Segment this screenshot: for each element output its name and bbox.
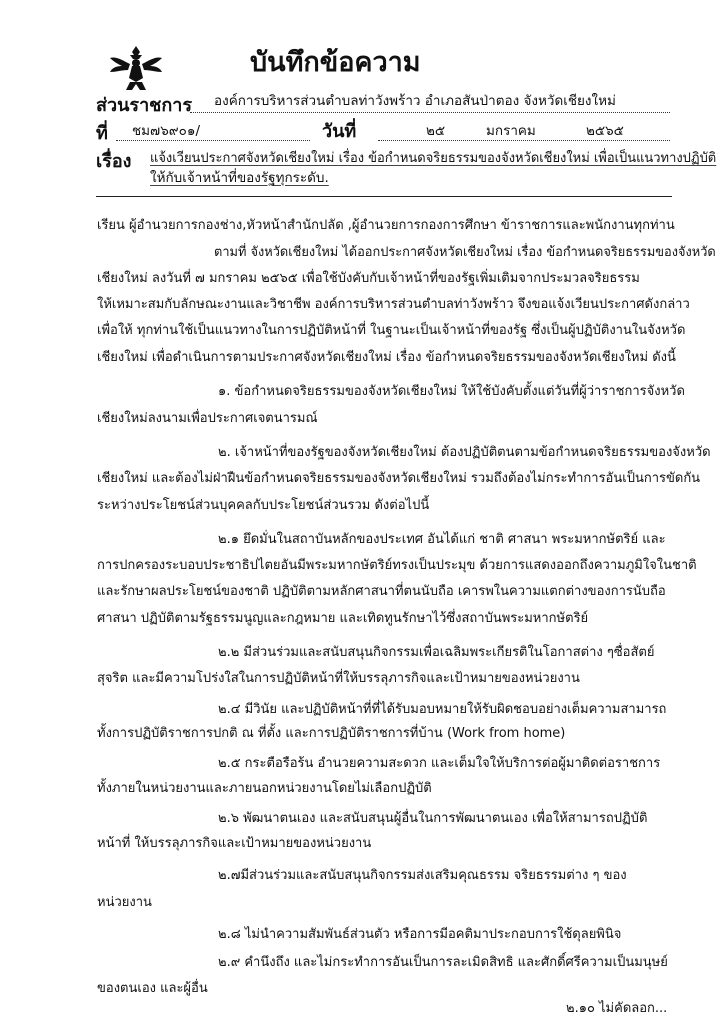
subject-line-1: แจ้งเวียนประกาศจังหวัดเชียงใหม่ เรื่อง ข้อกำหนดจริยธรรมของจังหวัดเชียงใหม่ เพื่อเป็นแนวทางปฏิบัติ [150,150,717,166]
item-2-9-line-2: ของตนเอง และผู้อื่น [97,981,208,996]
item-1-line-2: เชียงใหม่ลงนามเพื่อประกาศเจตนารมณ์ [97,411,318,426]
item-2-1-line-4: ศาสนา ปฏิบัติตามรัฐธรรมนูญและกฎหมาย และเทิดทูนรักษาไว้ซึ่งสถาบันพระมหากษัตริย์ [97,611,589,626]
department-value: องค์การบริหารส่วนตำบลท่าวังพร้าว อำเภอสันป่าตอง จังหวัดเชียงใหม่ [214,93,616,109]
subject-label: เรื่อง [96,151,132,172]
item-2-2-line-2: สุจริต และมีความโปร่งใสในการปฏิบัติหน้าที่ให้บรรลุภารกิจและเป้าหมายของหน่วยงาน [97,671,580,686]
intro-line-4: เพื่อให้ ทุกท่านใช้เป็นแนวทางในการปฏิบัติหน้าที่ ในฐานะเป็นเจ้าหน้าที่ของรัฐ ซึ่งเป็นผู้ปฏิบัติงานในจังหวัด [97,323,686,338]
subject-line-2: ให้กับเจ้าหน้าที่ของรัฐทุกระดับ. [150,170,329,186]
garuda-emblem-icon [108,42,164,94]
memo-title: บันทึกข้อความ [250,47,421,78]
item-2-5-line-2: ทั้งภายในหน่วยงานและภายนอกหน่วยงานโดยไม่เลือกปฏิบัติ [97,781,432,796]
intro-line-2: เชียงใหม่ ลงวันที่ ๗ มกราคม ๒๕๖๕ เพื่อใช้บังคับกับเจ้าหน้าที่ของรัฐเพิ่มเติมจากประมวลจริยธรรม [97,271,640,286]
item-2-line-1: ๒. เจ้าหน้าที่ของรัฐของจังหวัดเชียงใหม่ ต้องปฏิบัติตนตามข้อกำหนดจริยธรรมของจังหวัด [218,445,711,460]
department-rule [190,112,670,113]
continuation-marker: ๒.๑๐ ไม่คัดลอก... [566,1001,668,1016]
date-label: วันที่ [322,121,357,142]
item-2-line-3: ระหว่างประโยชน์ส่วนบุคคลกับประโยชน์ส่วนรวม ดังต่อไปนี้ [97,498,430,513]
item-2-2-line-1: ๒.๒ มีส่วนร่วมและสนับสนุนกิจกรรมเพื่อเฉลิมพระเกียรติในโอกาสต่าง ๆซื่อสัตย์ [218,645,655,660]
item-2-7-line-2: หน่วยงาน [97,895,152,910]
date-day: ๒๕ [426,123,446,139]
item-2-6-line-1: ๒.๖ พัฒนาตนเอง และสนับสนุนผู้อื่นในการพัฒนาตนเอง เพื่อให้สามารถปฏิบัติ [218,811,648,826]
item-2-9-line-1: ๒.๙ คำนึงถึง และไม่กระทำการอันเป็นการละเมิดสิทธิ และศักดิ์ศรีความเป็นมนุษย์ [218,955,668,970]
reference-label: ที่ [96,123,108,144]
item-2-1-line-3: และรักษาผลประโยชน์ของชาติ ปฏิบัติตามหลักศาสนาที่ตนนับถือ เคารพในความแตกต่างของการนับถือ [97,584,666,599]
intro-line-1: ตามที่ จังหวัดเชียงใหม่ ได้ออกประกาศจังหวัดเชียงใหม่ เรื่อง ข้อกำหนดจริยธรรมของจังหวัด [214,245,716,260]
item-2-line-2: เชียงใหม่ และต้องไม่ฝ่าฝืนข้อกำหนดจริยธรรมของจังหวัดเชียงใหม่ รวมถึงต้องไม่กระทำการอันเป็นการขัดกัน [97,471,701,486]
item-2-8-line-1: ๒.๘ ไม่นำความสัมพันธ์ส่วนตัว หรือการมีอคติมาประกอบการใช้ดุลยพินิจ [218,927,622,942]
item-2-4-line-2: ทั้งการปฏิบัติราชการปกติ ณ ที่ตั้ง และการปฏิบัติราชการที่บ้าน (Work from home) [97,726,566,741]
date-year: ๒๕๖๕ [586,123,624,139]
intro-line-5: เชียงใหม่ เพื่อดำเนินการตามประกาศจังหวัดเชียงใหม่ เรื่อง ข้อกำหนดจริยธรรมของจังหวัดเชียงใหม่ ดังนี้ [97,350,676,365]
item-2-1-line-1: ๒.๑ ยึดมั่นในสถาบันหลักของประเทศ อันได้แก่ ชาติ ศาสนา พระมหากษัตริย์ และ [218,532,666,547]
item-2-4-line-1: ๒.๔ มีวินัย และปฏิบัติหน้าที่ที่ได้รับมอบหมายให้รับผิดชอบอย่างเต็มความสามารถ [218,702,667,717]
item-1-line-1: ๑. ข้อกำหนดจริยธรรมของจังหวัดเชียงใหม่ ให้ใช้บังคับตั้งแต่วันที่ผู้ว่าราชการจังหวัด [218,384,685,399]
item-2-7-line-1: ๒.๗มีส่วนร่วมและสนับสนุนกิจกรรมส่งเสริมคุณธรรม จริยธรรมต่าง ๆ ของ [218,868,627,883]
header-divider [96,196,672,197]
salutation: เรียน ผู้อำนวยการกองช่าง,หัวหน้าสำนักปลัด ,ผู้อำนวยการกองการศึกษา ข้าราชการและพนักงานทุกท่าน [97,218,675,233]
item-2-5-line-1: ๒.๕ กระตือรือร้น อำนวยความสะดวก และเต็มใจให้บริการต่อผู้มาติดต่อราชการ [218,756,661,771]
intro-line-3: ให้เหมาะสมกับลักษณะงานและวิชาชีพ องค์การบริหารส่วนตำบลท่าวังพร้าว จึงขอแจ้งเวียนประกาศดังกล่าว [97,297,690,312]
department-label: ส่วนราชการ [96,95,193,116]
item-2-1-line-2: การปกครองระบอบประชาธิปไตยอันมีพระมหากษัตริย์ทรงเป็นประมุข ด้วยการแสดงออกถึงความภูมิใจในชาติ [97,558,697,573]
reference-value: ชม๗๖๙๐๑/ [132,123,201,139]
date-month: มกราคม [486,123,536,139]
item-2-6-line-2: หน้าที่ ให้บรรลุภารกิจและเป้าหมายของหน่วยงาน [97,836,372,851]
